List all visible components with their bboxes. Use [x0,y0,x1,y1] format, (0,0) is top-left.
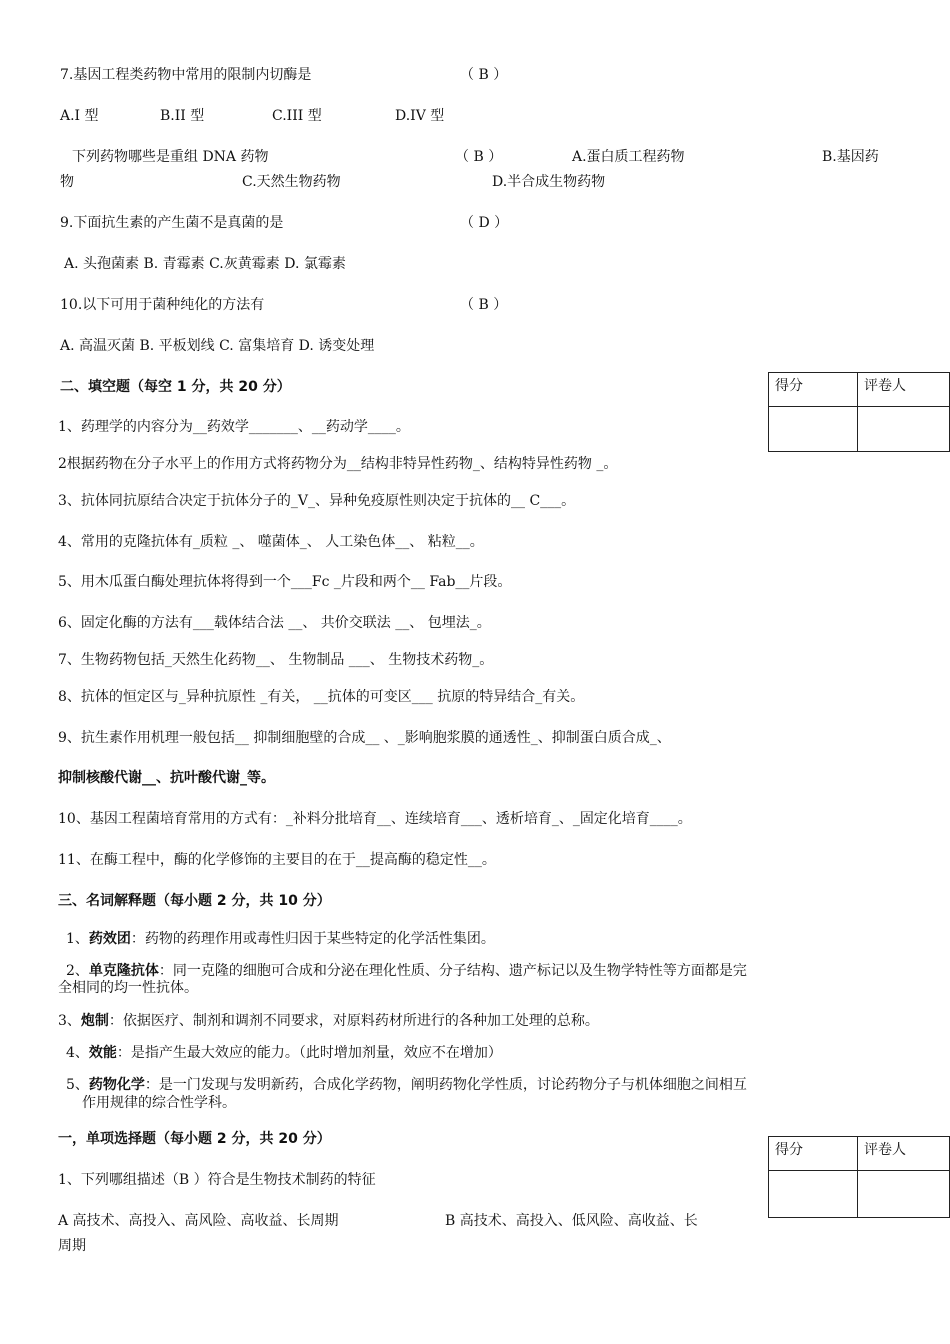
section-2-title: 二、填空题（每空 1 分，共 20 分） [60,379,291,395]
q7-answer: （ B ） [460,67,508,83]
term-3-text: ：依据医疗、制剂和调剂不同要求，对原料药材所进行的各种加工处理的总称。 [108,1013,599,1029]
term-1 [66,930,495,948]
term-3-num: 3、 [58,1013,81,1029]
fill-item-1: 1、药理学的内容分为__药效学_______、__药动学____。 [58,419,410,435]
q1-option-b-cont: 周期 [58,1238,86,1254]
q1-option-b: B 高技术、高投入、低风险、高收益、长 [445,1213,698,1229]
q8-option-d: D.半合成生物药物 [492,174,606,190]
q1-option-a: A 高技术、高投入、高风险、高收益、长周期 [58,1213,339,1229]
fill-item-5: 5、用木瓜蛋白酶处理抗体将得到一个___Fc _片段和两个__ Fab__片段。 [58,574,512,590]
score-header-2: 得分 [769,1137,858,1171]
q8-option-b: B.基因药 [822,149,879,165]
fill-item-7: 7、生物药物包括_天然生化药物__、 生物制品 ___、 生物技术药物_。 [58,652,494,668]
term-5-name: 药物化学 [88,1077,145,1093]
term-2 [66,962,747,980]
term-4-name: 效能 [88,1045,117,1061]
term-2-name: 单克隆抗体 [88,963,159,979]
term-5-text: ：是一门发现与发明新药，合成化学药物，阐明药物化学性质，讨论药物分子与机体细胞之间相互 [144,1077,747,1093]
q7-option-d: D.IV 型 [395,108,445,124]
score-table-1 [768,372,950,452]
term-2-text: ：同一克隆的细胞可合成和分泌在理化性质、分子结构、遗产标记以及生物学特性等方面都是完 [158,963,747,979]
fill-item-9: 9、抗生素作用机理一般包括__ 抑制细胞壁的合成__ 、_影响胞浆膜的通透性_、抑制蛋白质合成_、 [58,730,671,746]
q8-stem: 下列药物哪些是重组 DNA 药物 [72,149,269,165]
q10-answer: （ B ） [460,297,508,313]
fill-item-6: 6、固定化酶的方法有___载体结合法 __、 共价交联法 __、 包埋法_。 [58,615,491,631]
term-4-num: 4、 [66,1045,89,1061]
score-cell [769,407,858,452]
fill-item-2: 2根据药物在分子水平上的作用方式将药物分为__结构非特异性药物_、结构特异性药物 _。 [58,456,618,472]
section-1-title: 一，单项选择题（每小题 2 分，共 20 分） [58,1131,331,1147]
term-2-cont: 全相同的均一性抗体。 [58,980,198,996]
q7-option-b: B.II 型 [160,108,205,124]
q7-option-c: C.III 型 [272,108,322,124]
q9-options: A. 头孢菌素 B. 青霉素 C.灰黄霉素 D. 氯霉素 [64,256,346,272]
term-3-name: 炮制 [80,1013,109,1029]
fill-item-11: 11、在酶工程中，酶的化学修饰的主要目的在于__提高酶的稳定性__。 [58,852,496,868]
term-5-num: 5、 [66,1077,89,1093]
q8-option-c: C.天然生物药物 [242,174,341,190]
term-4 [66,1044,502,1062]
term-5-cont: 作用规律的综合性学科。 [82,1095,236,1111]
term-1-num: 1、 [66,931,89,947]
fill-item-8: 8、抗体的恒定区与_异种抗原性 _有关， __抗体的可变区___ 抗原的特异结合_有关。 [58,689,585,705]
term-1-name: 药效团 [88,931,131,947]
q10-stem: 10.以下可用于菌种纯化的方法有 [60,297,265,313]
q8-answer: （ B ） [455,149,503,165]
term-1-text: ：药物的药理作用或毒性归因于某些特定的化学活性集团。 [130,931,495,947]
q8-option-a: A.蛋白质工程药物 [572,149,685,165]
fill-item-10: 10、基因工程菌培育常用的方式有：_补料分批培育__、连续培育___、透析培育_、_固定化培育____。 [58,811,692,827]
term-4-text: ：是指产生最大效应的能力。（此时增加剂量，效应不在增加） [116,1045,502,1061]
q9-stem: 9.下面抗生素的产生菌不是真菌的是 [60,215,284,231]
fill-item-3: 3、抗体同抗原结合决定于抗体分子的_V_、异种免疫原性则决定于抗体的__ C___。 [58,493,576,509]
q9-answer: （ D ） [460,215,509,231]
score-header: 得分 [769,373,858,407]
fill-item-4: 4、常用的克隆抗体有_质粒 _、 噬菌体_、 人工染色体__、 粘粒__。 [58,534,484,550]
term-3 [58,1012,599,1030]
term-2-num: 2、 [66,963,89,979]
term-5 [66,1076,747,1094]
score-table-2 [768,1136,950,1218]
q8-option-b-cont: 物 [60,174,74,190]
grader-header-2: 评卷人 [858,1137,950,1171]
score-cell-2 [769,1171,858,1218]
q7-option-a: A.I 型 [60,108,99,124]
section-3-title: 三、名词解释题（每小题 2 分，共 10 分） [58,893,331,909]
grader-cell-2 [858,1171,950,1218]
q7-stem: 7.基因工程类药物中常用的限制内切酶是 [60,67,312,83]
fill-item-9-cont: 抑制核酸代谢__、抗叶酸代谢_等。 [58,770,275,786]
grader-cell [858,407,950,452]
grader-header: 评卷人 [858,373,950,407]
q10-options: A. 高温灭菌 B. 平板划线 C. 富集培育 D. 诱变处理 [60,338,375,354]
q1-stem: 1、下列哪组描述（B ）符合是生物技术制药的特征 [58,1172,376,1188]
